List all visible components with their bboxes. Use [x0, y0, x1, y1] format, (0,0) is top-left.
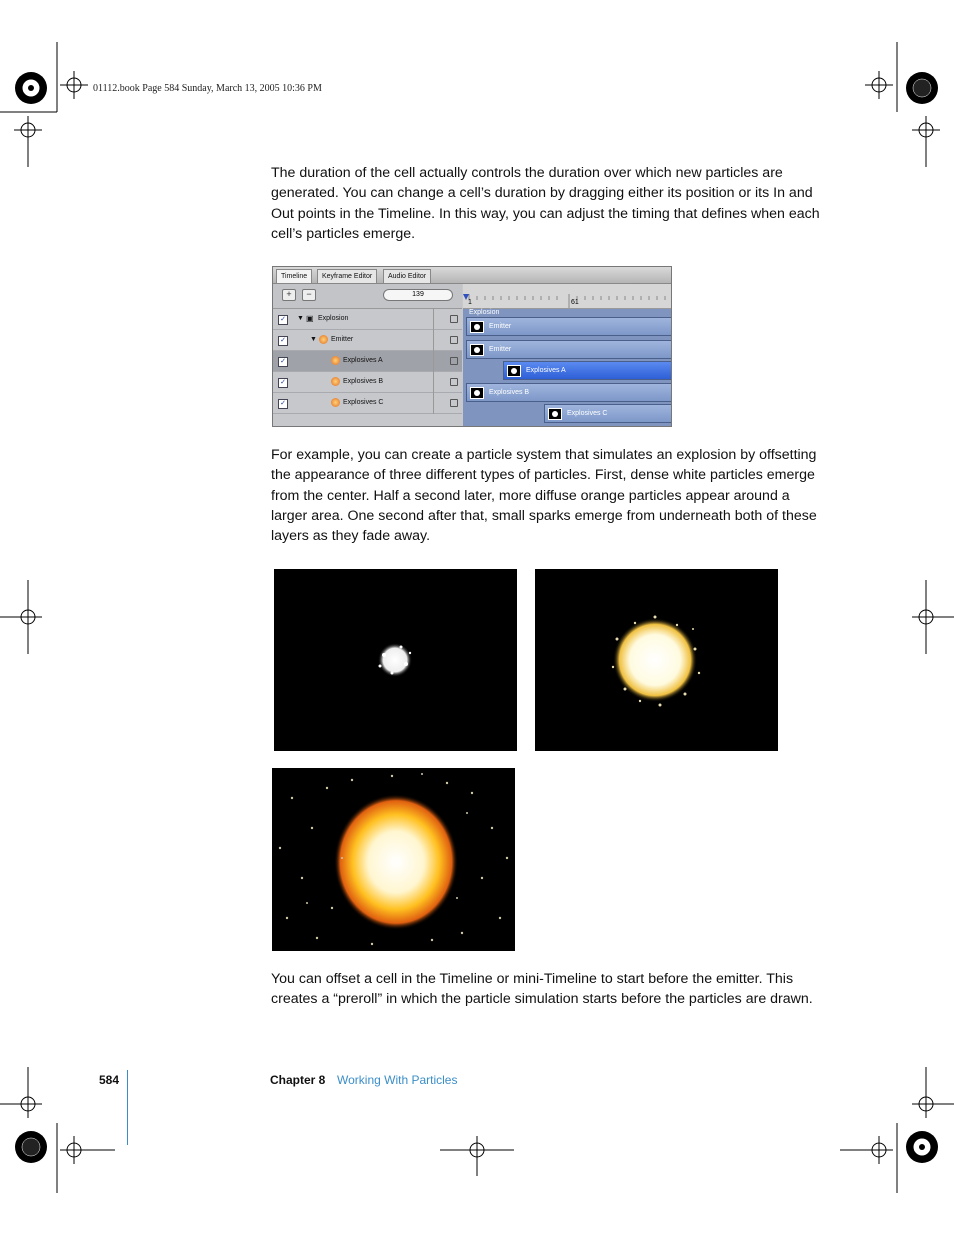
- chapter-title: Working With Particles: [337, 1073, 458, 1087]
- ruler-mark-label: 61: [571, 299, 579, 306]
- chapter-label: Chapter 8: [270, 1073, 326, 1087]
- track-bar-explosives-c[interactable]: [544, 404, 672, 423]
- explosion-image-stage-1: [274, 569, 517, 751]
- explosion-image-stage-3: [272, 768, 515, 951]
- lock-icon[interactable]: [450, 357, 458, 365]
- track-thumbnail: [548, 408, 562, 420]
- footer-divider: [127, 1070, 128, 1145]
- layer-enable-checkbox[interactable]: ✓: [278, 399, 288, 409]
- track-bar-explosives-a[interactable]: [503, 361, 672, 380]
- layer-enable-checkbox[interactable]: ✓: [278, 357, 288, 367]
- layer-row[interactable]: [273, 330, 462, 351]
- layer-name: Explosives A: [343, 357, 383, 364]
- time-ruler[interactable]: [463, 284, 672, 309]
- tab-keyframe-editor[interactable]: Keyframe Editor: [317, 269, 377, 283]
- layer-row[interactable]: [273, 351, 462, 372]
- fireball-with-sparks: [272, 768, 515, 951]
- page-number: 584: [99, 1073, 120, 1087]
- remove-layer-button[interactable]: −: [302, 289, 316, 301]
- layer-enable-checkbox[interactable]: ✓: [278, 315, 288, 325]
- track-bar-label: Emitter: [489, 323, 512, 330]
- tab-audio-editor[interactable]: Audio Editor: [383, 269, 431, 283]
- emitter-icon: [319, 335, 328, 344]
- layer-enable-checkbox[interactable]: ✓: [278, 378, 288, 388]
- layer-name: Explosives B: [343, 378, 384, 385]
- print-slug: 01112.book Page 584 Sunday, March 13, 2005 10:36 PM: [93, 83, 322, 94]
- ruler-ticks: [463, 284, 672, 308]
- layer-row[interactable]: [273, 372, 462, 393]
- disclosure-triangle-icon[interactable]: ▼: [310, 336, 317, 343]
- paragraph-2: For example, you can create a particle system that simulates an explosion by offsetting the appearance of three different types of particles. First, dense white particles emerge from the center. Half a second later, more diffuse orange particles appear around a larger area. One second after that, small sparks emerge from underneath both of these layers as they fade away.: [271, 447, 817, 545]
- track-bar-label: Explosives A: [526, 367, 566, 374]
- track-bar-label: Explosives B: [489, 389, 530, 396]
- add-layer-button[interactable]: +: [282, 289, 296, 301]
- disclosure-triangle-icon[interactable]: ▼: [297, 315, 304, 322]
- paragraph-1: The duration of the cell actually controls the duration over which new particles are generated. You can change a cell’s duration by dragging either its position or its In and Out points in the Timeline. In this way, you can adjust the timing that defines when each cell’s particles emerge.: [271, 165, 820, 242]
- layer-row[interactable]: [273, 393, 462, 414]
- layer-name: Explosion: [318, 315, 349, 322]
- track-bar-emitter[interactable]: [466, 340, 672, 359]
- cell-icon: [331, 398, 340, 407]
- layer-enable-checkbox[interactable]: ✓: [278, 336, 288, 346]
- track-thumbnail: [470, 321, 484, 333]
- layers-controls: [273, 284, 462, 309]
- layer-name: Explosives C: [343, 399, 384, 406]
- timeline-tracks: [463, 284, 672, 427]
- timeline-screenshot: [272, 266, 672, 427]
- lock-icon[interactable]: [450, 378, 458, 386]
- track-thumbnail: [507, 365, 521, 377]
- timeline-tab-bar: [273, 267, 671, 284]
- track-header-label: Explosion: [469, 309, 500, 316]
- current-frame-field[interactable]: 139: [383, 289, 453, 301]
- track-bar-label: Emitter: [489, 346, 512, 353]
- layers-list: [273, 284, 462, 427]
- track-thumbnail: [470, 344, 484, 356]
- explosion-image-stage-2: [535, 569, 778, 751]
- track-bar-label: Explosives C: [567, 410, 608, 417]
- dense-white-particles: [274, 569, 517, 751]
- group-icon: ▣: [306, 314, 314, 323]
- ruler-start-label: 1: [468, 299, 472, 306]
- layer-row[interactable]: [273, 309, 462, 330]
- tab-timeline[interactable]: Timeline: [276, 269, 312, 283]
- track-thumbnail: [470, 387, 484, 399]
- track-bar-explosives-b[interactable]: [466, 383, 672, 402]
- layer-name: Emitter: [331, 336, 354, 343]
- lock-icon[interactable]: [450, 399, 458, 407]
- lock-icon[interactable]: [450, 315, 458, 323]
- cell-icon: [331, 377, 340, 386]
- paragraph-3: You can offset a cell in the Timeline or mini-Timeline to start before the emitter. This creates a “preroll” in which the particle simulation starts before the particles are drawn.: [271, 971, 813, 1008]
- track-bar-emitter-group[interactable]: [466, 317, 672, 336]
- diffuse-orange-particles: [535, 569, 778, 751]
- cell-icon: [331, 356, 340, 365]
- lock-icon[interactable]: [450, 336, 458, 344]
